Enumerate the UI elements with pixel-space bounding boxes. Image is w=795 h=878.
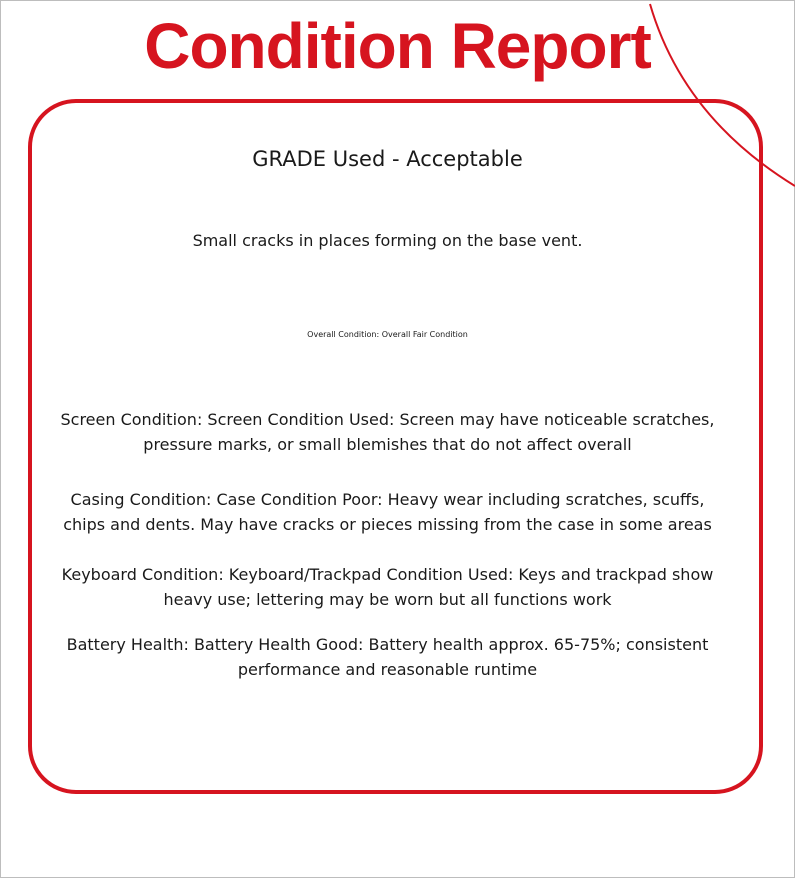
condition-note: Small cracks in places forming on the base vent.	[192, 231, 583, 250]
battery-health: Battery Health: Battery Health Good: Battery health approx. 65-75%; consistent performance and reasonable runtime	[66, 635, 709, 679]
keyboard-condition: Keyboard Condition: Keyboard/Trackpad Condition Used: Keys and trackpad show heavy use; lettering may be worn but all functions work	[61, 565, 714, 609]
casing-condition: Casing Condition: Case Condition Poor: Heavy wear including scratches, scuffs, chips and dents. May have cracks or pieces missing from the case in some areas	[63, 490, 712, 534]
page-title: Condition Report	[144, 10, 651, 82]
screen-condition: Screen Condition: Screen Condition Used: Screen may have noticeable scratches, pressure marks, or small blemishes that do not affect overall	[60, 410, 715, 454]
overall-condition: Overall Condition: Overall Fair Condition	[307, 330, 468, 339]
grade-heading: GRADE Used - Acceptable	[252, 147, 523, 171]
